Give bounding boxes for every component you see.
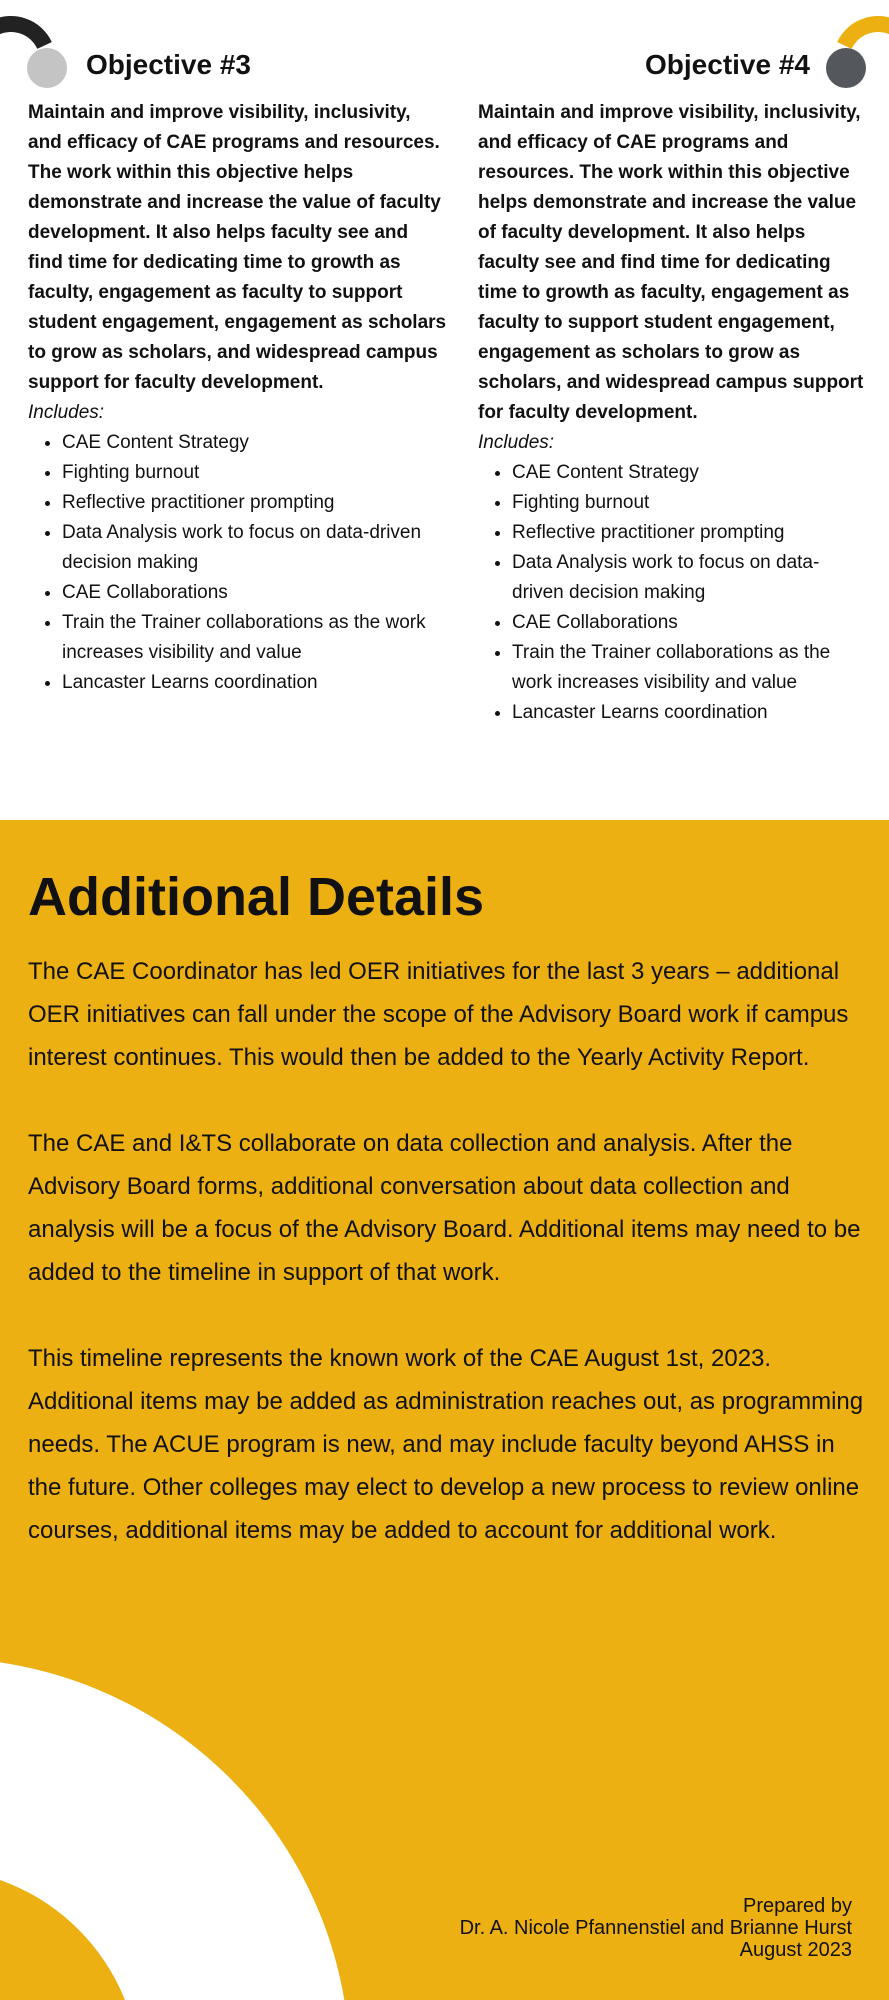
credits-authors: Dr. A. Nicole Pfannenstiel and Brianne Hurst <box>459 1917 852 1939</box>
decorative-dot-dark-gray <box>826 48 866 88</box>
objective-3-title: Objective #3 <box>86 49 251 80</box>
list-item: • Fighting burnout <box>512 488 868 518</box>
list-item: • CAE Content Strategy <box>512 458 868 488</box>
list-item: • Data Analysis work to focus on data-driven decision making <box>62 518 448 578</box>
list-item: • Train the Trainer collaborations as the work increases visibility and value <box>512 638 868 698</box>
list-item: • Lancaster Learns coordination <box>512 698 868 728</box>
objective-4-title: Objective #4 <box>645 49 810 80</box>
list-item: • CAE Collaborations <box>512 608 868 638</box>
list-item: • Reflective practitioner prompting <box>62 488 448 518</box>
credits-block <box>460 1895 852 1961</box>
objective-3-body <box>28 98 448 698</box>
list-item: • Fighting burnout <box>62 458 448 488</box>
list-item: • Data Analysis work to focus on data-driven decision making <box>512 548 868 608</box>
additional-details-title: Additional Details <box>28 867 485 927</box>
objective-4-body <box>478 98 868 728</box>
decorative-dot-light-gray <box>27 48 67 88</box>
details-paragraph: The CAE and I&TS collaborate on data collection and analysis. After the Advisory Board forms, additional conversation about data collection and analysis will be a focus of the Advisory Board. Additional items may need to be added to the timeline in support of that work. <box>28 1130 861 1286</box>
additional-details-body <box>28 950 868 1595</box>
objective-3-list <box>28 428 448 698</box>
additional-details-section <box>0 820 889 2000</box>
objective-3-description: Maintain and improve visibility, inclusivity, and efficacy of CAE programs and resources. The work within this objective helps demonstrate and increase the value of faculty development. It also helps faculty see and find time for dedicating time to growth as faculty, engagement as faculty to support student engagement, engagement as scholars to grow as scholars, and widespread campus support for faculty development. <box>28 102 447 393</box>
objective-3-includes-label: Includes: <box>28 402 105 423</box>
list-item: • CAE Content Strategy <box>62 428 448 458</box>
objective-4-list <box>478 458 868 728</box>
objective-4-includes-label: Includes: <box>478 432 555 453</box>
prepared-by-label: Prepared by <box>743 1895 852 1917</box>
objectives-section <box>0 0 889 820</box>
credits-date: August 2023 <box>739 1939 852 1961</box>
list-item: • Reflective practitioner prompting <box>512 518 868 548</box>
objective-4-description: Maintain and improve visibility, inclusivity, and efficacy of CAE programs and resources. The work within this objective helps demonstrate and increase the value of faculty development. It also helps faculty see and find time for dedicating time to growth as faculty, engagement as faculty to support student engagement, engagement as scholars to grow as scholars, and widespread campus support for faculty development. <box>478 102 864 423</box>
list-item: • Train the Trainer collaborations as the work increases visibility and value <box>62 608 448 668</box>
list-item: • CAE Collaborations <box>62 578 448 608</box>
details-paragraph: The CAE Coordinator has led OER initiatives for the last 3 years – additional OER initiatives can fall under the scope of the Advisory Board work if campus interest continues. This would then be added to the Yearly Activity Report. <box>28 958 849 1071</box>
details-paragraph: This timeline represents the known work of the CAE August 1st, 2023. Additional items may be added as administration reaches out, as programming needs. The ACUE program is new, and may include faculty beyond AHSS in the future. Other colleges may elect to develop a new process to review online courses, additional items may be added to account for additional work. <box>28 1345 864 1544</box>
list-item: • Lancaster Learns coordination <box>62 668 448 698</box>
